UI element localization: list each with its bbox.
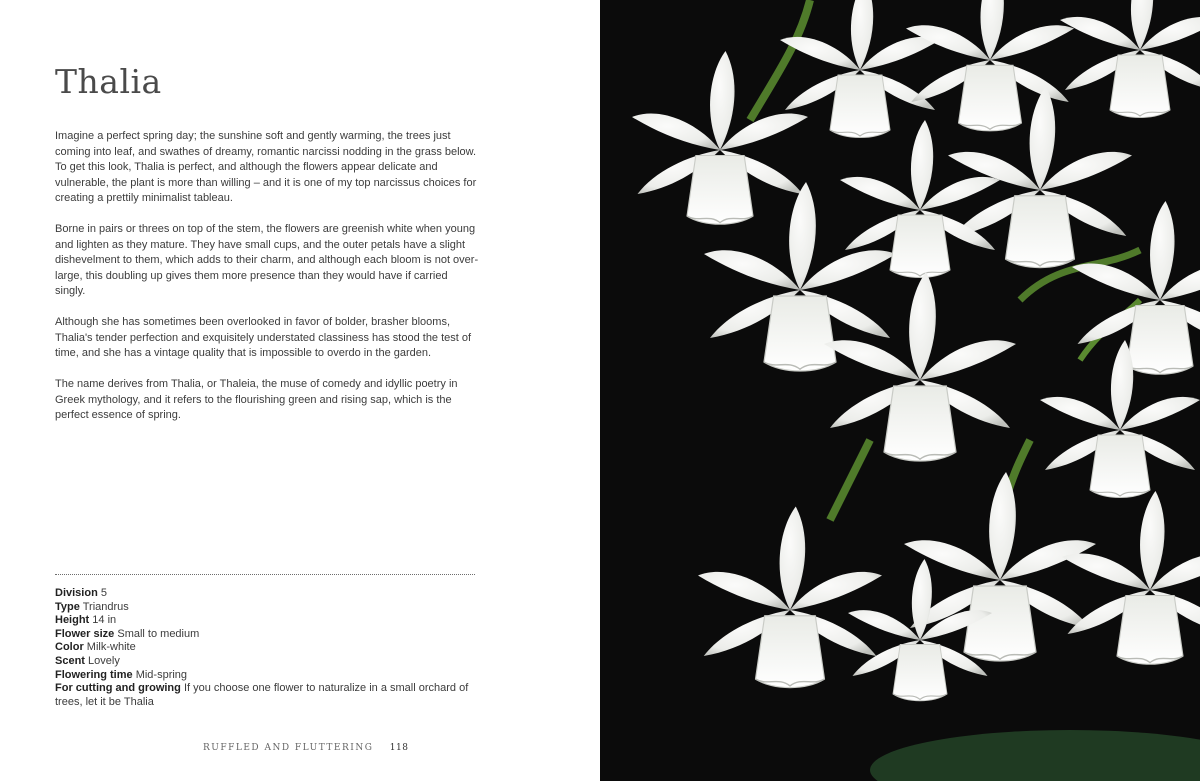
spec-cutting-growing — [55, 682, 480, 709]
page-footer — [203, 743, 408, 753]
spec-key: Flowering time — [55, 668, 133, 681]
footer-section-title: RUFFLED AND FLUTTERING — [203, 743, 374, 753]
spec-value: If you choose one flower to naturalize in a small orchard of trees, let it be Thalia — [55, 682, 469, 708]
spec-type — [55, 601, 480, 615]
spec-height — [55, 614, 480, 628]
paragraph: Imagine a perfect spring day; the sunshine soft and gently warming, the trees just coming into leaf, and swathes of dreamy, romantic narcissi nodding in the grass below. To get this look, Thalia is perfect, and although the flowers appear delicate and vulnerable, the plant is more than willing – and it is one of my top narcissus choices for creating a prettily minimalist tableau. — [55, 130, 477, 204]
spec-key: Flower size — [55, 627, 115, 640]
dotted-divider — [55, 574, 475, 575]
body-text — [55, 129, 480, 439]
spec-flower-size — [55, 628, 480, 642]
spec-flowering-time — [55, 669, 480, 683]
white-narcissus-flowers-photo — [600, 0, 1200, 781]
spec-value: Triandrus — [82, 600, 129, 613]
spec-key: Scent — [55, 654, 85, 667]
spec-key: For cutting and growing — [55, 682, 181, 695]
spec-key: Division — [55, 587, 98, 599]
page-title: Thalia — [55, 62, 162, 101]
spec-value: Milk-white — [86, 641, 136, 654]
spec-value: 5 — [100, 587, 107, 599]
spec-division — [55, 587, 480, 601]
spec-key: Type — [55, 600, 80, 613]
flower-photo — [600, 0, 1200, 781]
spec-value: Small to medium — [117, 627, 200, 640]
spec-value: Lovely — [88, 654, 120, 667]
page-number: 118 — [389, 743, 409, 753]
paragraph: The name derives from Thalia, or Thaleia, the muse of comedy and idyllic poetry in Greek mythology, and it refers to the flourishing green and rising sap, which is the perfect essence of spring. — [55, 378, 458, 421]
spec-color — [55, 641, 480, 655]
spec-key: Height — [55, 614, 90, 627]
spec-list — [55, 587, 480, 709]
paragraph: Although she has sometimes been overlooked in favor of bolder, brasher blooms, Thalia's tender perfection and exquisitely understated classiness has stood the test of time, and she has a vintage quality that is impossible to overdo in the garden. — [55, 316, 472, 359]
spec-key: Color — [55, 641, 84, 654]
spec-value: Mid-spring — [135, 668, 188, 681]
spec-scent — [55, 655, 480, 669]
spec-value: 14 in — [92, 614, 117, 627]
paragraph: Borne in pairs or threes on top of the stem, the flowers are greenish white when young and lighten as they mature. They have small cups, and the outer petals have a slight dishevelment to them, which adds to their charm, and although each bloom is not over-large, this doubling up gives them more presence than they would have if carried singly. — [55, 223, 479, 297]
